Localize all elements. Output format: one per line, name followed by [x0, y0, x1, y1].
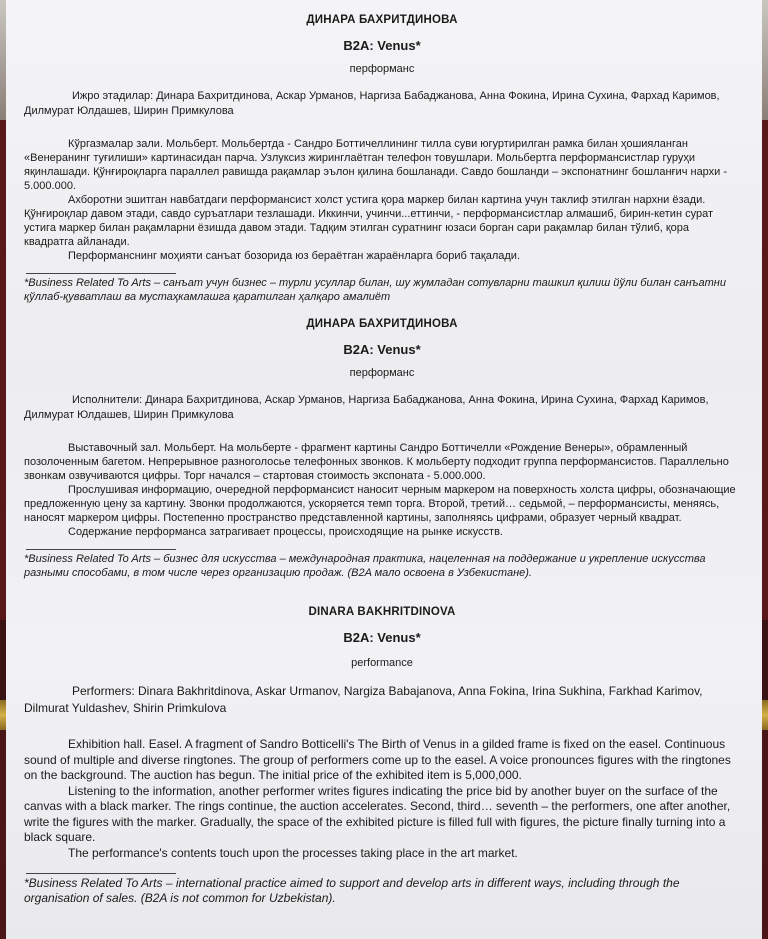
description-paragraph-2: Прослушивая информацию, очередной перформансист наносит черным маркером на поверхность холста цифры, обозначающие предложенную цену за картину. Звонки продолжаются, ускоряется темп торга. Второй, третий… седьмой, – перформансисты, меняясь, наносят маркером цифры. Постепенно пространство представленной картины, заполняясь цифрами, образует черный квадрат.: [24, 484, 736, 524]
description: [24, 737, 740, 861]
description-paragraph-2: Listening to the information, another performer writes figures indicating the price bid by another buyer on the surface of the canvas with a black marker. The rings continue, the auction accelerates. Second, third… seventh – the performers, one after another, write the figures with the marker. Gradually, the space of the exhibited picture is filled full with figures, the picture finally turning into a black square.: [24, 783, 731, 844]
footnote-divider: [26, 273, 176, 274]
artist-name: ДИНАРА БАХРИТДИНОВА: [306, 318, 458, 330]
description-paragraph-1: Exhibition hall. Easel. A fragment of Sandro Botticelli's The Birth of Venus in a gilded frame is fixed on the easel. Continuous sound of multiple and diverse ringtones. The group of performers come up to the easel. A voice pronounces figures with the ringtones on the background. The auction has begun. The initial price of the exhibited item is 5,000,000.: [24, 737, 731, 782]
performers-list: Performers: Dinara Bakhritdinova, Askar Urmanov, Nargiza Babajanova, Anna Fokina, Irina Sukhina, Farkhad Karimov, Dilmurat Yuldashev, Shirin Primkulova: [24, 684, 703, 715]
description: [24, 137, 740, 263]
description-paragraph-1: Кўргазмалар зали. Мольберт. Мольбертда - Сандро Боттичеллининг тилла суви югуртирилган рамка билан ҳошияланган «Венеранинг туғилиши» картинасидан парча. Узлуксиз жиринглаётган телефон товушлари. Мольбертга перформансистлар гуруҳи яқинлашади. Қўнғироқларга параллел равишда рақамлар эълон қилина бошланади. Савдо бошланди – экспонатнинг бошланғич нархи - 5.000.000.: [24, 138, 728, 192]
performers-list: Ижро этадилар: Динара Бахритдинова, Аскар Урманов, Наргиза Бабаджанова, Анна Фокина, Ирина Сухина, Фархад Каримов, Дилмурат Юлдашев, Ширин Примкулова: [24, 90, 720, 117]
genre-label: перформанс: [349, 367, 415, 379]
performers-list: Исполнители: Динара Бахритдинова, Аскар Урманов, Наргиза Бабаджанова, Анна Фокина, Ирина Сухина, Фархад Каримов, Дилмурат Юлдашев, Ширин Примкулова: [24, 394, 709, 421]
description-paragraph-2: Ахборотни эшитган навбатдаги перформансист холст устига қора маркер билан картина учун таклиф этилган нархни ёзади. Қўнғироқлар давом этади, савдо суръатлари тезлашади. Иккинчи, учинчи...еттинчи, - перформансистлар алмашиб, бирин-кетин сурат устига маркер билан рақамларни ёзишда давом этади. Тадқим этилган суратнинг юзаси борган сари рақамлар билан тўлиб, қора квадратга айланади.: [24, 194, 713, 248]
artist-name: DINARA BAKHRITDINOVA: [308, 606, 456, 618]
description-paragraph-3: The performance's contents touch upon the processes taking place in the art market.: [68, 845, 518, 860]
genre-label: перформанс: [349, 63, 415, 75]
work-title: B2A: Venus*: [343, 342, 421, 357]
section-english: [24, 606, 740, 906]
footnote: *Business Related To Arts – бизнес для искусства – международная практика, нацеленная на поддержание и укрепление искусства разными способами, в том числе через организацию продаж. (B2A мало освоена в Узбекистане).: [24, 553, 706, 579]
description-paragraph-3: Содержание перформанса затрагивает процессы, происходящие на рынке искусств.: [68, 526, 503, 538]
section-uzbek: [24, 14, 740, 304]
paper-sheet: [6, 0, 762, 939]
section-russian: [24, 318, 740, 580]
footnote-divider: [26, 549, 176, 550]
artist-name: ДИНАРА БАХРИТДИНОВА: [306, 14, 458, 26]
work-title: B2A: Venus*: [343, 38, 421, 53]
description-paragraph-1: Выставочный зал. Мольберт. На мольберте - фрагмент картины Сандро Боттичелли «Рождение Венеры», обрамленный позолоченным багетом. Непрерывное разноголосье телефонных звонков. К мольберту подходит группа перформансистов. Параллельно звонкам озвучиваются цифры. Торг начался – стартовая стоимость экспоната - 5.000.000.: [24, 442, 729, 482]
footnote-divider: [26, 873, 176, 874]
genre-label: performance: [351, 657, 413, 669]
work-title: B2A: Venus*: [343, 630, 421, 645]
footnote: *Business Related To Arts – санъат учун бизнес – турли усуллар билан, шу жумладан сотувларни ташкил қилиш йўли билан санъатни қўллаб-қувватлаш ва мустаҳкамлашга қаратилган ҳалқаро амалиёт: [24, 277, 726, 303]
description-paragraph-3: Перформанснинг моҳияти санъат бозорида юз бераётган жараёнларга бориб тақалади.: [68, 250, 520, 262]
footnote: *Business Related To Arts – international practice aimed to support and develop arts in different ways, including through the organisation of sales. (B2A is not common for Uzbekistan).: [24, 876, 680, 905]
description: [24, 441, 740, 539]
